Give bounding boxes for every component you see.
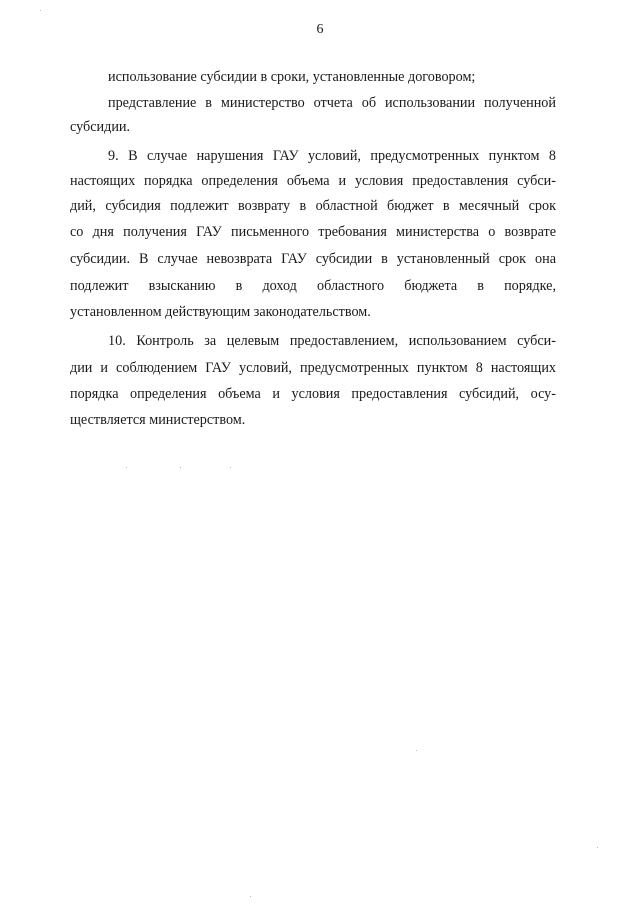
paragraph-10-line: 10. Контроль за целевым предоставлением, использованием субси-: [108, 333, 556, 349]
scan-speck: [230, 467, 231, 468]
scan-speck: [180, 467, 181, 468]
paragraph-10-line: дии и соблюдением ГАУ условий, предусмотренных пунктом 8 настоящих: [70, 360, 556, 376]
page-number: 6: [316, 22, 324, 37]
text-line: представление в министерство отчета об использовании полученной: [108, 95, 556, 111]
paragraph-9-line: настоящих порядка определения объема и условия предоставления субси-: [70, 173, 556, 189]
scan-speck: [40, 10, 41, 11]
paragraph-10-line: ществляется министерством.: [70, 412, 246, 428]
scan-speck: [416, 750, 417, 751]
text-line: субсидии.: [70, 119, 131, 135]
paragraph-9-line: со дня получения ГАУ письменного требования министерства о возврате: [70, 224, 556, 240]
paragraph-9-line: 9. В случае нарушения ГАУ условий, предусмотренных пунктом 8: [108, 148, 556, 164]
scan-speck: [250, 896, 251, 897]
paragraph-10-line: порядка определения объема и условия предоставления субсидий, осу-: [70, 386, 556, 402]
paragraph-9-line: субсидии. В случае невозврата ГАУ субсидии в установленный срок она: [70, 251, 556, 267]
scan-speck: [126, 467, 127, 468]
paragraph-9-line: установленном действующим законодательством.: [70, 304, 371, 320]
paragraph-9-line: дий, субсидия подлежит возврату в областной бюджет в месячный срок: [70, 198, 556, 214]
text-line: использование субсидии в сроки, установленные договором;: [108, 69, 476, 85]
paragraph-9-line: подлежит взысканию в доход областного бюджета в порядке,: [70, 278, 556, 294]
scan-speck: [597, 847, 598, 848]
